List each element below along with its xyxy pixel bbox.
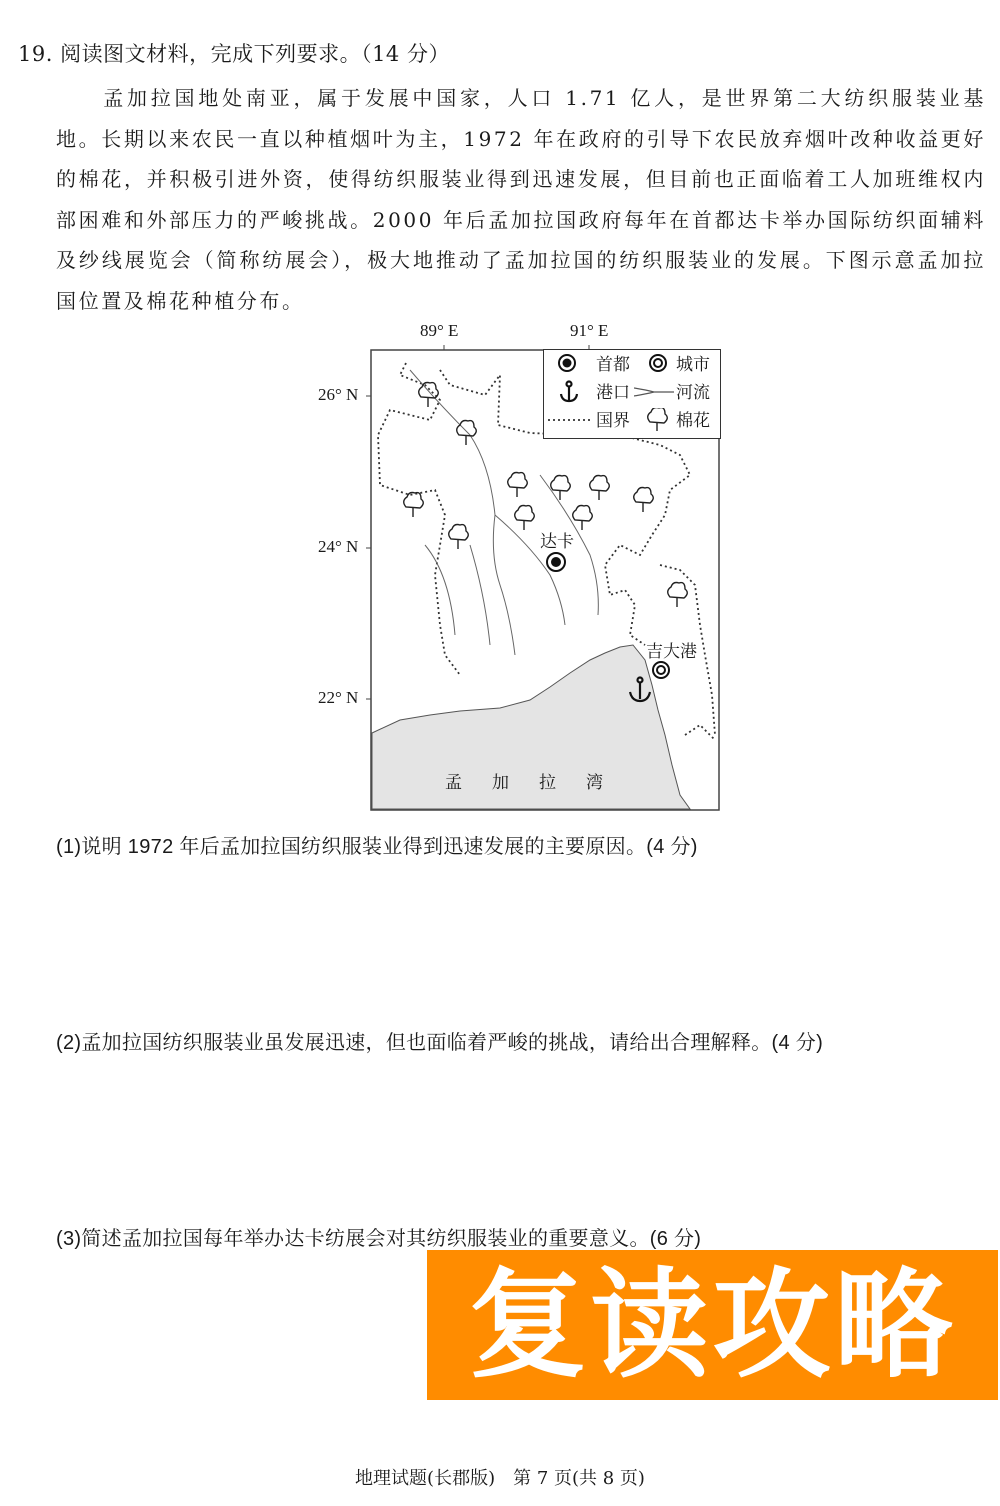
latitude-label-24: 24° N — [318, 537, 359, 556]
sub-question-3: (3)简述孟加拉国每年举办达卡纺展会对其纺织服装业的重要意义。(6 分) — [56, 1228, 702, 1250]
bay-label: 孟加拉湾 — [445, 773, 633, 793]
map-legend — [543, 349, 721, 439]
city-icon — [647, 352, 669, 374]
river-icon — [634, 380, 676, 404]
legend-border: 国界 — [596, 411, 630, 431]
legend-river: 河流 — [676, 383, 710, 403]
city-symbol — [653, 662, 669, 678]
cotton-icon — [644, 408, 670, 432]
capital-icon — [556, 352, 578, 374]
page-footer: 地理试题(长郡版) 第 7 页(共 8 页) — [355, 1468, 645, 1489]
capital-symbol — [547, 553, 565, 571]
legend-port: 港口 — [596, 383, 630, 403]
anchor-icon — [558, 380, 580, 404]
legend-city: 城市 — [676, 355, 710, 375]
legend-cotton: 棉花 — [676, 411, 710, 431]
question-material — [56, 78, 986, 321]
sub-question-2: (2)孟加拉国纺织服装业虽发展迅速，但也面临着严峻的挑战，请给出合理解释。(4 分) — [56, 1032, 824, 1054]
watermark-banner: 复读攻略 — [427, 1250, 998, 1400]
capital-label-dhaka: 达卡 — [540, 532, 574, 552]
bangladesh-map — [300, 315, 740, 820]
longitude-label-91: 91° E — [570, 321, 609, 340]
latitude-label-26: 26° N — [318, 385, 359, 404]
city-label-chittagong: 吉大港 — [646, 642, 697, 662]
border-line-icon — [548, 408, 592, 432]
longitude-label-89: 89° E — [420, 321, 459, 340]
material-text: 孟加拉国地处南亚，属于发展中国家，人口 1.71 亿人，是世界第二大纺织服装业基地。长期以来农民一直以种植烟叶为主，1972 年在政府的引导下农民放弃烟叶改种收益更好的棉花，并积极引进外资，使得纺织服装业得到迅速发展，但目前也正面临着工人加班维权内部困难和外部压力的严峻挑战。2000 年后孟加拉国政府每年在首都达卡举办国际纺织面辅料及纱线展览会（简称纺展会），极大地推动了孟加拉国的纺织服装业的发展。下图示意孟加拉国位置及棉花种植分布。 — [56, 86, 986, 313]
latitude-label-22: 22° N — [318, 688, 359, 707]
legend-capital: 首都 — [596, 355, 630, 375]
sub-question-1: (1)说明 1972 年后孟加拉国纺织服装业得到迅速发展的主要原因。(4 分) — [56, 836, 698, 858]
question-title: 19. 阅读图文材料，完成下列要求。（14 分） — [18, 42, 450, 66]
